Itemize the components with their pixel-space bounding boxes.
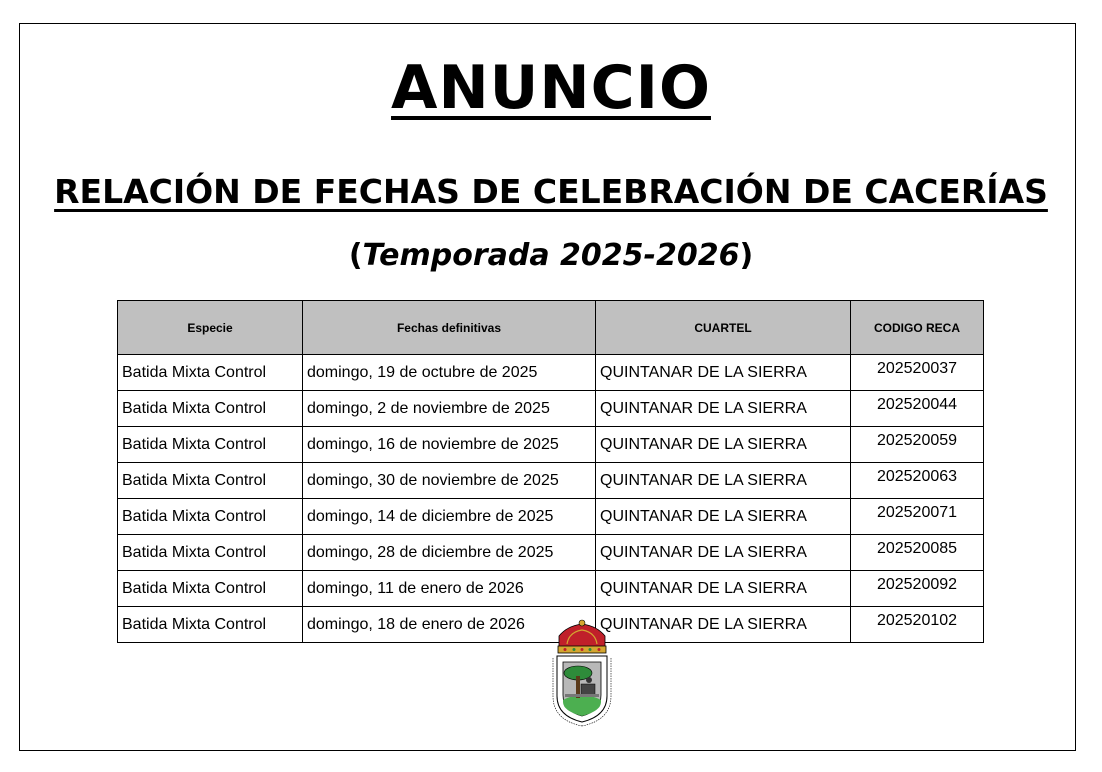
cell-codigo: 202520037	[851, 355, 984, 391]
cell-codigo: 202520063	[851, 463, 984, 499]
header-codigo-reca: CODIGO RECA	[851, 301, 984, 355]
page-subtitle: RELACIÓN DE FECHAS DE CELEBRACIÓN DE CACERÍAS	[54, 172, 1048, 211]
cell-especie: Batida Mixta Control	[118, 391, 303, 427]
cell-especie: Batida Mixta Control	[118, 535, 303, 571]
table-row	[118, 535, 984, 571]
cell-codigo: 202520085	[851, 535, 984, 571]
cell-fecha: domingo, 19 de octubre de 2025	[303, 355, 596, 391]
cell-codigo: 202520102	[851, 607, 984, 643]
header-especie: Especie	[118, 301, 303, 355]
table-row	[118, 355, 984, 391]
cell-cuartel: QUINTANAR DE LA SIERRA	[596, 499, 851, 535]
cell-especie: Batida Mixta Control	[118, 607, 303, 643]
header-fechas: Fechas definitivas	[303, 301, 596, 355]
table-row	[118, 427, 984, 463]
table-row	[118, 571, 984, 607]
cell-especie: Batida Mixta Control	[118, 499, 303, 535]
cell-codigo: 202520092	[851, 571, 984, 607]
cell-cuartel: QUINTANAR DE LA SIERRA	[596, 391, 851, 427]
cell-cuartel: QUINTANAR DE LA SIERRA	[596, 571, 851, 607]
hunt-dates-table	[117, 300, 984, 643]
table-row	[118, 391, 984, 427]
cell-codigo: 202520059	[851, 427, 984, 463]
cell-cuartel: QUINTANAR DE LA SIERRA	[596, 355, 851, 391]
cell-fecha: domingo, 2 de noviembre de 2025	[303, 391, 596, 427]
cell-fecha: domingo, 30 de noviembre de 2025	[303, 463, 596, 499]
cell-codigo: 202520071	[851, 499, 984, 535]
header-cuartel: CUARTEL	[596, 301, 851, 355]
cell-especie: Batida Mixta Control	[118, 427, 303, 463]
cell-especie: Batida Mixta Control	[118, 463, 303, 499]
table-row	[118, 499, 984, 535]
municipal-coat-of-arms-icon	[547, 618, 617, 730]
season-close-paren: )	[739, 238, 754, 273]
season-text: Temporada 2025-2026	[362, 238, 740, 273]
crown-icon	[558, 620, 606, 653]
cell-fecha: domingo, 28 de diciembre de 2025	[303, 535, 596, 571]
season-open-paren: (	[348, 238, 363, 273]
cell-cuartel: QUINTANAR DE LA SIERRA	[596, 463, 851, 499]
cell-especie: Batida Mixta Control	[118, 355, 303, 391]
page-title: ANUNCIO	[391, 53, 711, 123]
cell-cuartel: QUINTANAR DE LA SIERRA	[596, 535, 851, 571]
cell-cuartel: QUINTANAR DE LA SIERRA	[596, 427, 851, 463]
cell-codigo: 202520044	[851, 391, 984, 427]
cell-fecha: domingo, 18 de enero de 2026	[303, 607, 596, 643]
cell-especie: Batida Mixta Control	[118, 571, 303, 607]
cell-fecha: domingo, 16 de noviembre de 2025	[303, 427, 596, 463]
table-row	[118, 463, 984, 499]
cell-fecha: domingo, 11 de enero de 2026	[303, 571, 596, 607]
cell-fecha: domingo, 14 de diciembre de 2025	[303, 499, 596, 535]
cell-cuartel: QUINTANAR DE LA SIERRA	[596, 607, 851, 643]
table-header-row	[118, 301, 984, 355]
shield-icon	[557, 656, 607, 722]
season-line	[0, 236, 1102, 276]
